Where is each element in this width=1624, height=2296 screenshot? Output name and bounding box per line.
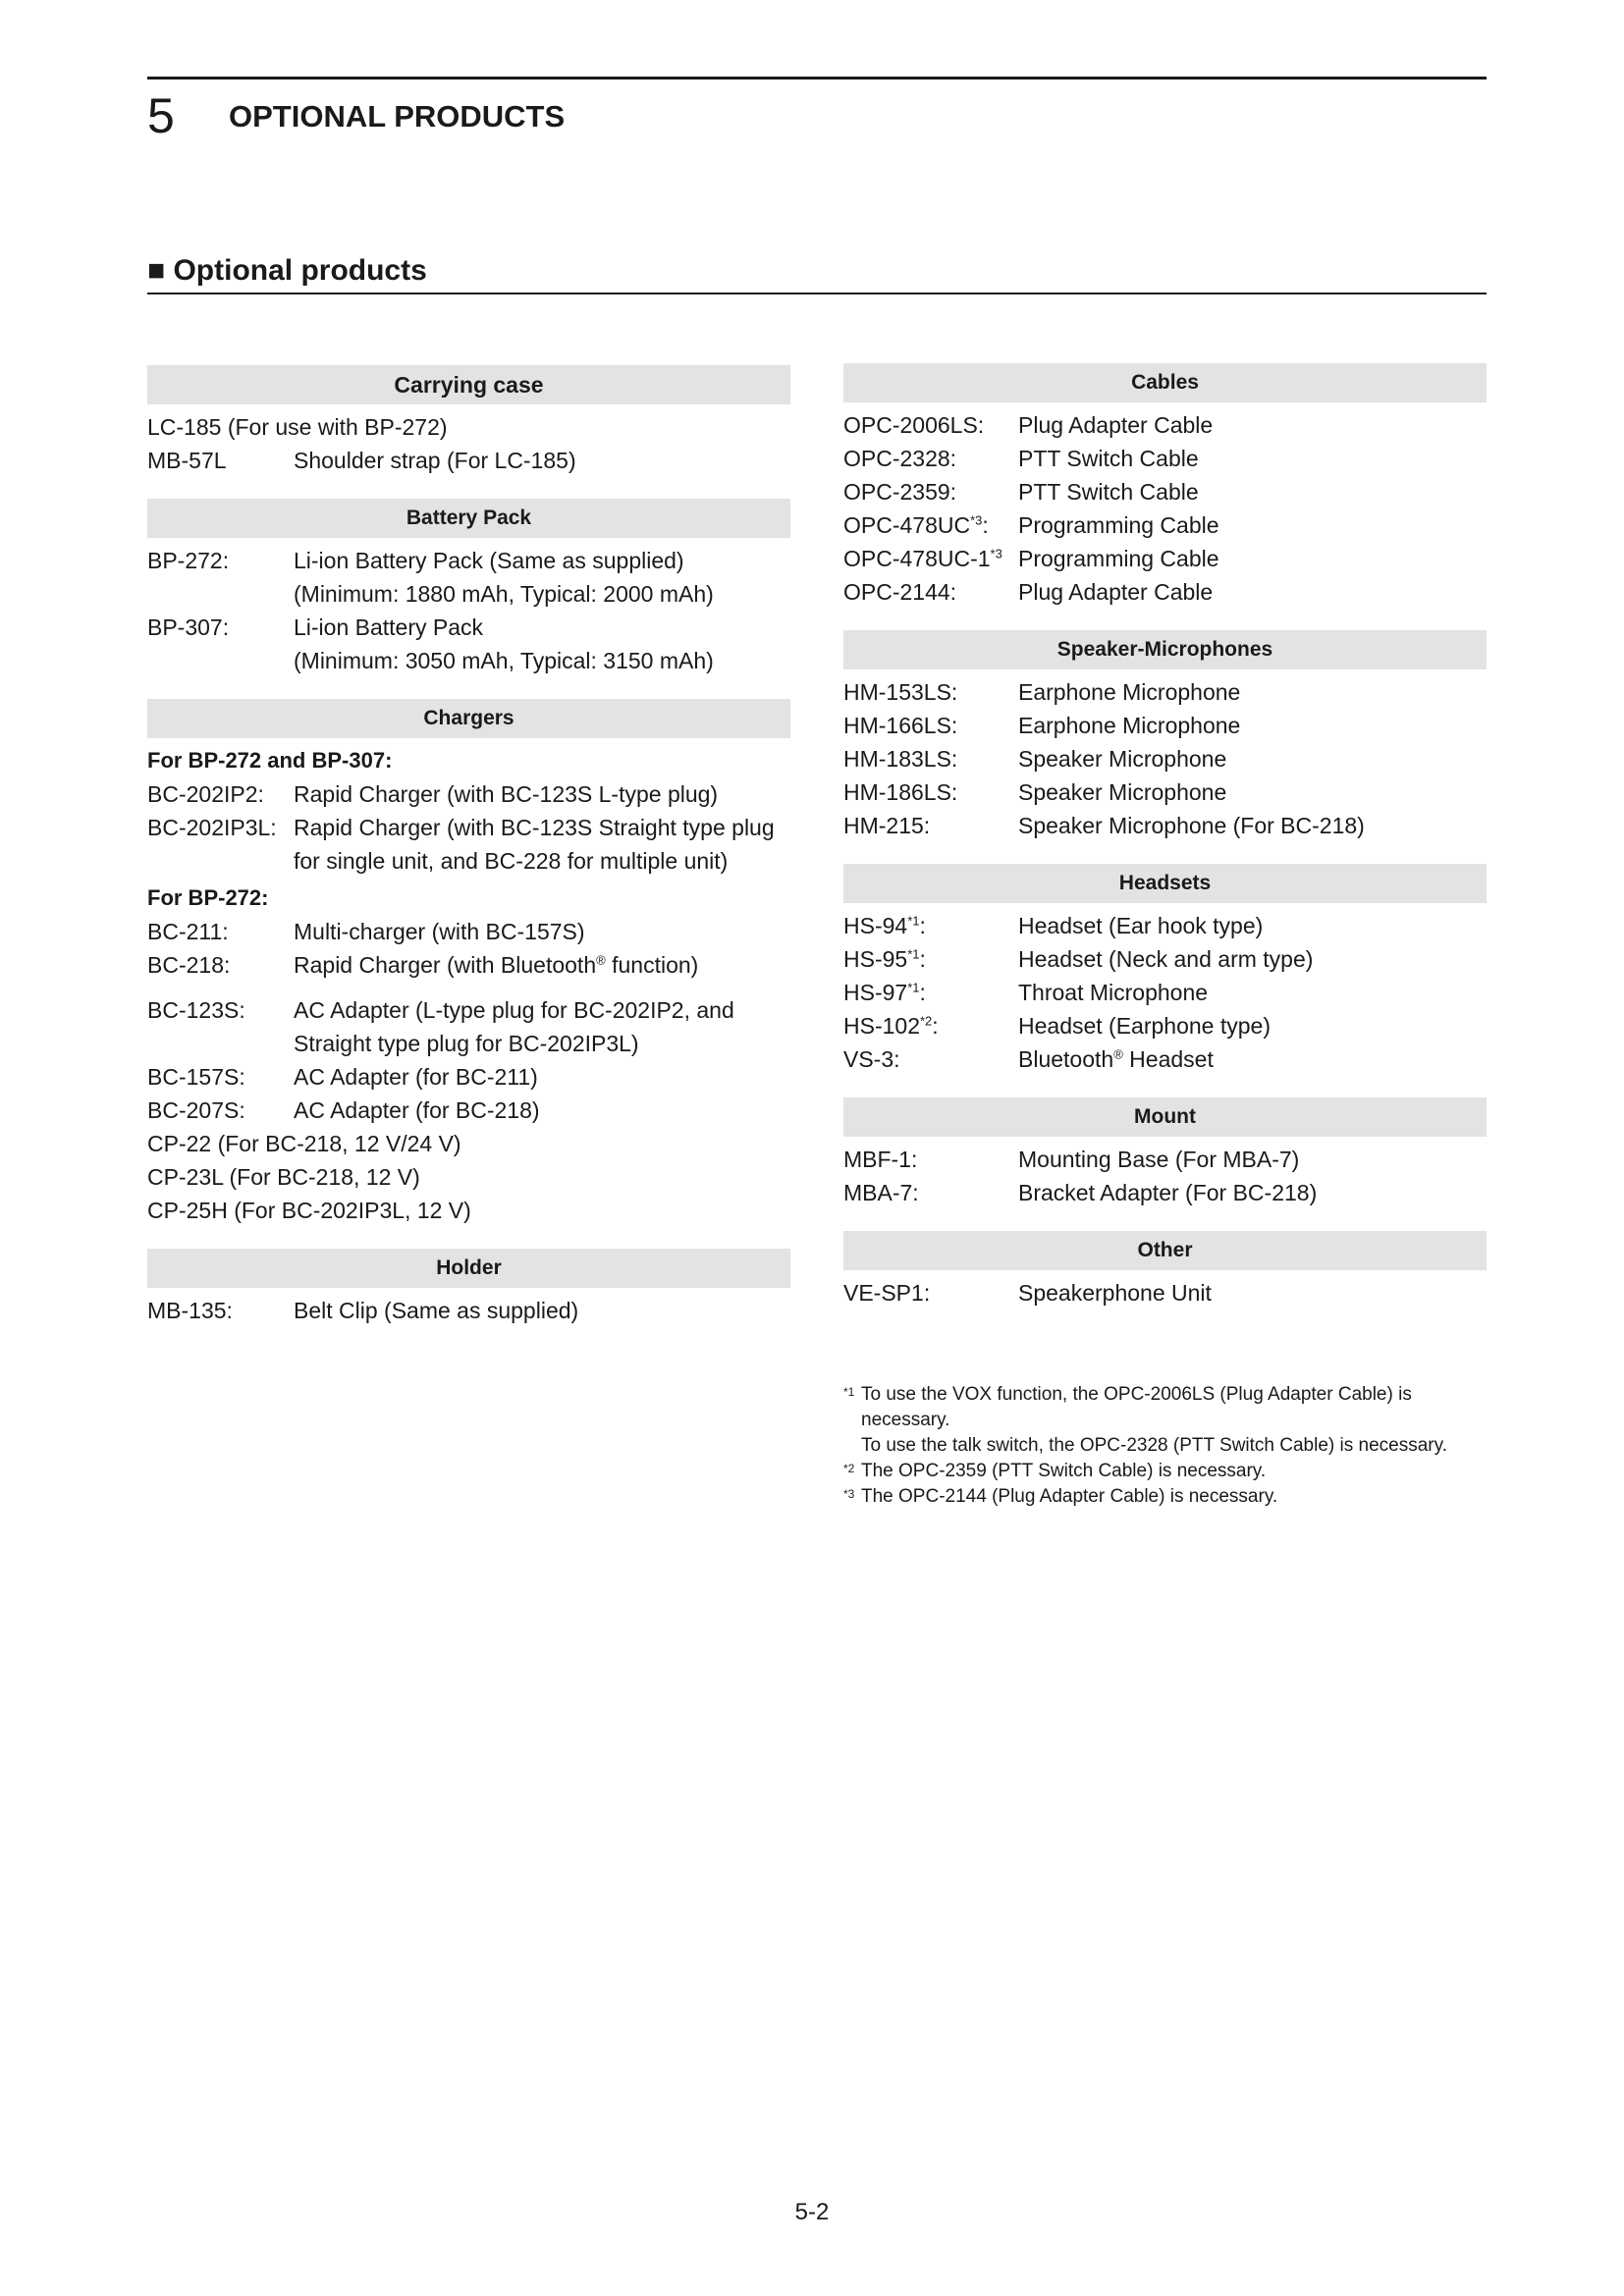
- mount-group: [843, 1097, 1487, 1209]
- footnote-ref: *3: [970, 512, 983, 528]
- speaker-microphones-heading: Speaker-Microphones: [843, 630, 1487, 669]
- list-item: [147, 915, 790, 948]
- product-code: MBF-1:: [843, 1147, 918, 1172]
- headsets-heading: Headsets: [843, 864, 1487, 903]
- code-suffix: :: [919, 980, 926, 1005]
- page-number: 5-2: [794, 2199, 830, 2225]
- product-code: [843, 942, 1018, 976]
- product-desc: [294, 811, 790, 878]
- list-item: [147, 611, 790, 677]
- product-desc: Programming Cable: [1018, 546, 1219, 571]
- product-desc: AC Adapter (for BC-218): [294, 1097, 540, 1123]
- list-item: [843, 475, 1487, 508]
- product-desc: AC Adapter (for BC-211): [294, 1064, 538, 1090]
- product-code: MB-135:: [147, 1298, 233, 1323]
- battery-pack-group: [147, 499, 790, 677]
- product-desc: Belt Clip (Same as supplied): [294, 1298, 579, 1323]
- product-code: [843, 442, 1018, 475]
- footnote-ref: *1: [907, 946, 920, 962]
- footnote-mark: *3: [843, 1487, 855, 1501]
- list-item: [843, 542, 1487, 575]
- other-group: [843, 1231, 1487, 1309]
- list-item: [843, 1042, 1487, 1076]
- product-code: MB-57L: [147, 448, 227, 473]
- cables-group: [843, 363, 1487, 609]
- product-desc: Mounting Base (For MBA-7): [1018, 1147, 1300, 1172]
- chapter-title: OPTIONAL PRODUCTS: [229, 99, 566, 133]
- footnote-ref: *3: [990, 546, 1002, 561]
- list-item: [147, 1294, 790, 1327]
- right-column: [843, 363, 1487, 1309]
- desc-line: Straight type plug for BC-202IP3L): [294, 1031, 639, 1056]
- product-desc: Headset (Earphone type): [1018, 1013, 1271, 1039]
- desc-text: Bluetooth: [1018, 1046, 1114, 1072]
- registered-mark: ®: [596, 952, 606, 968]
- product-desc: Earphone Microphone: [1018, 713, 1241, 738]
- list-item: [843, 1176, 1487, 1209]
- product-code: [843, 508, 1018, 542]
- product-code: BP-272:: [147, 548, 230, 573]
- holder-heading: Holder: [147, 1249, 790, 1288]
- desc-line: Li-ion Battery Pack (Same as supplied): [294, 548, 684, 573]
- product-desc: Earphone Microphone: [1018, 679, 1241, 705]
- footnote-line: To use the VOX function, the OPC-2006LS (Plug Adapter Cable) is necessary.: [861, 1384, 1412, 1430]
- code-text: HS-95: [843, 946, 908, 972]
- list-item: [147, 811, 790, 878]
- product-desc: Programming Cable: [1018, 512, 1219, 538]
- desc-line: (Minimum: 3050 mAh, Typical: 3150 mAh): [294, 648, 714, 673]
- list-item: [843, 775, 1487, 809]
- code-text: HS-97: [843, 980, 908, 1005]
- list-item: [147, 1094, 790, 1127]
- footnote: [843, 1382, 1487, 1459]
- battery-pack-heading: Battery Pack: [147, 499, 790, 538]
- code-text: OPC-478UC: [843, 512, 971, 538]
- list-item: [843, 976, 1487, 1009]
- product-desc: Shoulder strap (For LC-185): [294, 448, 576, 473]
- mount-heading: Mount: [843, 1097, 1487, 1137]
- carrying-case-group: [147, 365, 790, 477]
- list-item: [843, 442, 1487, 475]
- product-code: HM-153LS:: [843, 679, 958, 705]
- product-desc: [294, 544, 790, 611]
- product-desc: [294, 948, 790, 982]
- footnote-ref: *1: [907, 980, 920, 995]
- footnotes: [843, 1382, 1487, 1510]
- product-code: HM-186LS:: [843, 779, 958, 805]
- product-code: BC-207S:: [147, 1097, 245, 1123]
- product-desc: Plug Adapter Cable: [1018, 412, 1214, 438]
- product-code: HM-215:: [843, 813, 931, 838]
- footnote-mark: *2: [843, 1462, 855, 1475]
- chargers-heading: Chargers: [147, 699, 790, 738]
- headsets-group: [843, 864, 1487, 1076]
- product-code: BC-157S:: [147, 1064, 245, 1090]
- footnote-text: [861, 1459, 1487, 1484]
- list-item: [843, 508, 1487, 542]
- product-code: BC-218:: [147, 952, 231, 978]
- footnote-mark: *1: [843, 1385, 855, 1399]
- subheading: For BP-272 and BP-307:: [147, 748, 393, 773]
- section-heading: ■ Optional products: [147, 253, 1487, 294]
- product-desc: Plug Adapter Cable: [1018, 579, 1214, 605]
- desc-line: (Minimum: 1880 mAh, Typical: 2000 mAh): [294, 581, 714, 607]
- list-item: CP-22 (For BC-218, 12 V/24 V): [147, 1131, 461, 1156]
- list-item: LC-185 (For use with BP-272): [147, 414, 448, 440]
- desc-text: Headset: [1122, 1046, 1214, 1072]
- product-desc: Speaker Microphone: [1018, 746, 1227, 772]
- list-item: [147, 444, 790, 477]
- code-text: OPC-2359:: [843, 479, 957, 505]
- list-item: [843, 1143, 1487, 1176]
- list-item: [843, 809, 1487, 842]
- product-code: [843, 1042, 1018, 1076]
- product-code: [843, 475, 1018, 508]
- list-item: [843, 942, 1487, 976]
- product-code: [843, 976, 1018, 1009]
- list-item: [147, 777, 790, 811]
- product-code: BC-123S:: [147, 997, 245, 1023]
- footnote-line: To use the talk switch, the OPC-2328 (PTT Switch Cable) is necessary.: [861, 1435, 1447, 1456]
- footnote-text: [861, 1484, 1487, 1510]
- code-text: HS-102: [843, 1013, 920, 1039]
- list-item: CP-25H (For BC-202IP3L, 12 V): [147, 1198, 471, 1223]
- holder-group: [147, 1249, 790, 1327]
- product-desc: Headset (Ear hook type): [1018, 913, 1264, 938]
- list-item: [843, 742, 1487, 775]
- product-code: HM-166LS:: [843, 713, 958, 738]
- code-text: VS-3:: [843, 1046, 900, 1072]
- product-code: [843, 575, 1018, 609]
- product-desc: Multi-charger (with BC-157S): [294, 919, 585, 944]
- product-desc: Speaker Microphone: [1018, 779, 1227, 805]
- product-desc: Speakerphone Unit: [1018, 1280, 1212, 1306]
- list-item: [843, 709, 1487, 742]
- footnote-ref: *1: [907, 913, 920, 929]
- left-column: [147, 365, 790, 1327]
- product-code: HM-183LS:: [843, 746, 958, 772]
- product-code: [843, 1009, 1018, 1042]
- product-code: [843, 909, 1018, 942]
- code-suffix: :: [982, 512, 989, 538]
- footnote: [843, 1459, 1487, 1484]
- product-code: BP-307:: [147, 614, 230, 640]
- list-item: [843, 909, 1487, 942]
- registered-mark: ®: [1113, 1046, 1123, 1062]
- product-desc: PTT Switch Cable: [1018, 479, 1199, 505]
- list-item: [843, 1009, 1487, 1042]
- speaker-microphones-group: [843, 630, 1487, 842]
- list-item: [843, 575, 1487, 609]
- footnote-text: [861, 1382, 1487, 1459]
- other-heading: Other: [843, 1231, 1487, 1270]
- list-item: [147, 1060, 790, 1094]
- list-item: [843, 408, 1487, 442]
- code-suffix: :: [919, 913, 926, 938]
- product-code: BC-202IP2:: [147, 781, 264, 807]
- code-suffix: :: [932, 1013, 939, 1039]
- cables-heading: Cables: [843, 363, 1487, 402]
- list-item: [147, 948, 790, 982]
- footnote-line: The OPC-2359 (PTT Switch Cable) is necessary.: [861, 1461, 1267, 1481]
- code-text: OPC-2144:: [843, 579, 957, 605]
- footnote-ref: *2: [919, 1013, 933, 1029]
- chargers-group: [147, 699, 790, 1227]
- footnote-line: The OPC-2144 (Plug Adapter Cable) is necessary.: [861, 1486, 1278, 1507]
- product-desc: Bracket Adapter (For BC-218): [1018, 1180, 1318, 1205]
- product-desc: Headset (Neck and arm type): [1018, 946, 1314, 972]
- desc-line: AC Adapter (L-type plug for BC-202IP2, and: [294, 997, 734, 1023]
- chapter-number: 5: [147, 88, 175, 143]
- list-item: [843, 675, 1487, 709]
- desc-text: function): [605, 952, 699, 978]
- product-code: BC-211:: [147, 919, 229, 944]
- product-code: BC-202IP3L:: [147, 815, 277, 840]
- subheading: For BP-272:: [147, 885, 269, 910]
- product-desc: Speaker Microphone (For BC-218): [1018, 813, 1365, 838]
- product-code: [843, 542, 1018, 575]
- desc-line: Li-ion Battery Pack: [294, 614, 484, 640]
- product-desc: [294, 611, 790, 677]
- product-desc: Throat Microphone: [1018, 980, 1209, 1005]
- carrying-case-heading: Carrying case: [147, 365, 790, 404]
- top-rule: [147, 77, 1487, 80]
- list-item: [147, 544, 790, 611]
- code-suffix: :: [919, 946, 926, 972]
- desc-text: Rapid Charger (with Bluetooth: [294, 952, 597, 978]
- desc-line: Rapid Charger (with BC-123S Straight type plug: [294, 815, 775, 840]
- code-text: OPC-2328:: [843, 446, 957, 471]
- footnote: [843, 1484, 1487, 1510]
- code-text: OPC-478UC-1: [843, 546, 991, 571]
- list-item: [147, 993, 790, 1060]
- product-desc: Rapid Charger (with BC-123S L-type plug): [294, 781, 719, 807]
- code-text: OPC-2006LS:: [843, 412, 985, 438]
- product-desc: [294, 993, 790, 1060]
- product-desc: [1018, 1042, 1487, 1076]
- product-code: [843, 408, 1018, 442]
- product-code: MBA-7:: [843, 1180, 919, 1205]
- desc-line: for single unit, and BC-228 for multiple unit): [294, 848, 729, 874]
- code-text: HS-94: [843, 913, 908, 938]
- list-item: CP-23L (For BC-218, 12 V): [147, 1164, 420, 1190]
- list-item: [843, 1276, 1487, 1309]
- product-code: VE-SP1:: [843, 1280, 931, 1306]
- product-desc: PTT Switch Cable: [1018, 446, 1199, 471]
